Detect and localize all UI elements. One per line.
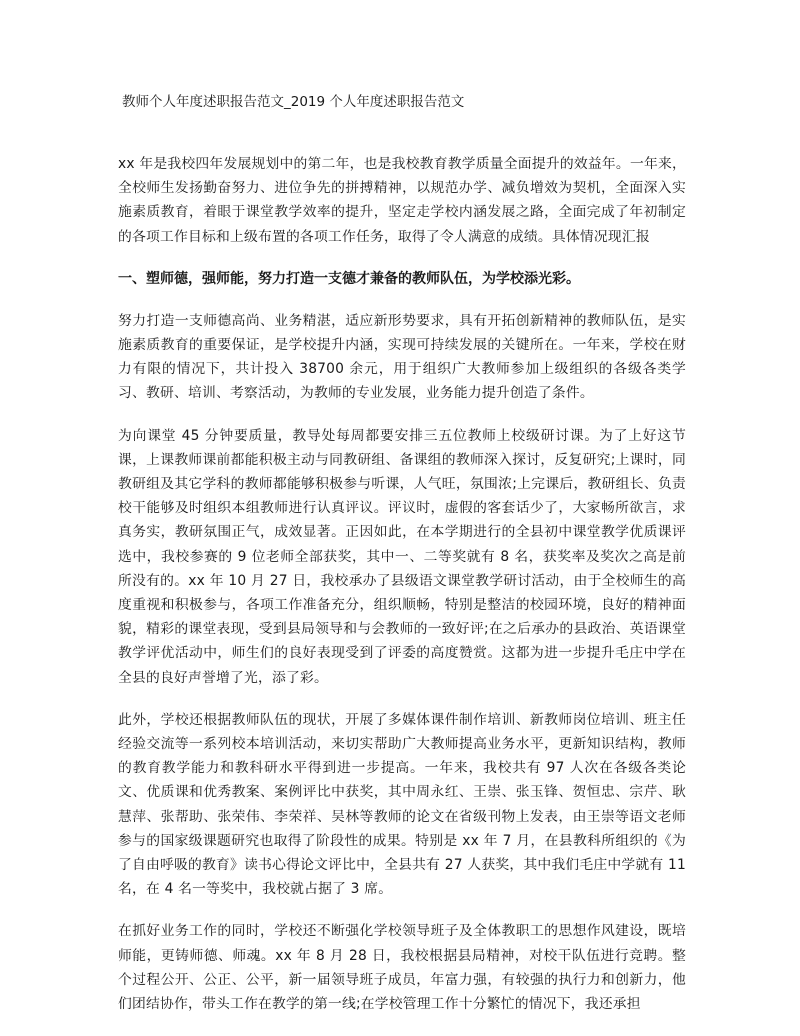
paragraph-school-training: 此外，学校还根据教师队伍的现状，开展了多媒体课件制作培训、新教师岗位培训、班主任经验交流等一系列校本培训活动，来切实帮助广大教师提高业务水平，更新知识结构，教师的教育教学能力和教科研水平得到进一步提高。一年来，我校共有 97 人次在各级各类论文、优质课和优秀教案、案例评比中获奖，其中周永红、王崇、张玉锋、贺恒忠、宗芹、耿慧萍、张帮助、张荣伟、李荣祥、吴林等教师的论文在省级刊物上发表，由王崇等语文老师参与的国家级课题研究也取得了阶段性的成果。特别是 xx 年 7 月，在县教科所组织的《为了自由呼吸的教育》读书心得论文评比中，全县共有 27 人获奖，其中我们毛庄中学就有 11 名，在 4 名一等奖中，我校就占据了 3 席。 bbox=[118, 711, 686, 898]
document-body bbox=[118, 152, 686, 1034]
document-title: 教师个人年度述职报告范文_2019 个人年度述职报告范文 bbox=[122, 94, 465, 110]
paragraph-intro: xx 年是我校四年发展规划中的第二年，也是我校教育教学质量全面提升的效益年。一年来，全校师生发扬勤奋努力、进位争先的拼搏精神，以规范办学、减负增效为契机，全面深入实施素质教育，着眼于课堂教学效率的提升，坚定走学校内涵发展之路，全面完成了年初制定的各项工作目标和上级布置的各项工作任务，取得了令人满意的成绩。具体情况现汇报 bbox=[118, 156, 686, 245]
section-heading-1: 一、塑师德，强师能，努力打造一支德才兼备的教师队伍，为学校添光彩。 bbox=[118, 270, 580, 287]
paragraph-leadership: 在抓好业务工作的同时，学校还不断强化学校领导班子及全体教职工的思想作风建设，既培师能，更铸师德、师魂。xx 年 8 月 28 日，我校根据县局精神，对校干队伍进行竞聘。整个过程公开、公正、公平，新一届领导班子成员，年富力强，有较强的执行力和创新力，他们团结协作，带头工作在教学的第一线;在学校管理工作十分繁忙的情况下，我还承担 bbox=[118, 923, 686, 1013]
paragraph-classroom-quality: 为向课堂 45 分钟要质量，教导处每周都要安排三五位教师上校级研讨课。为了上好这节课，上课教师课前都能积极主动与同教研组、备课组的教师深入探讨，反复研究;上课时，同教研组及其它学科的教师都能够积极参与听课，人气旺，氛围浓;上完课后，教研组长、负责校干能够及时组织本组教师进行认真评议。评议时，虚假的客套话少了，大家畅所欲言，求真务实，教研氛围正气，成效显著。正因如此，在本学期进行的全县初中课堂教学优质课评选中，我校参赛的 9 位老师全部获奖，其中一、二等奖就有 8 名，获奖率及奖次之高是前所没有的。xx 年 10 月 27 日，我校承办了县级语文课堂教学研讨活动，由于全校师生的高度重视和积极参与，各项工作准备充分，组织顺畅，特别是整洁的校园环境，良好的精神面貌，精彩的课堂表现，受到县局领导和与会教师的一致好评;在之后承办的县政治、英语课堂教学评优活动中，师生们的良好表现受到了评委的高度赞赏。这都为进一步提升毛庄中学在全县的良好声誉增了光，添了彩。 bbox=[118, 427, 686, 686]
paragraph-teacher-team: 努力打造一支师德高尚、业务精湛，适应新形势要求，具有开拓创新精神的教师队伍，是实施素质教育的重要保证，是学校提升内涵，实现可持续发展的关键所在。一年来，学校在财力有限的情况下，共计投入 38700 余元，用于组织广大教师参加上级组织的各级各类学习、教研、培训、考察活动，为教师的专业发展，业务能力提升创造了条件。 bbox=[118, 312, 686, 402]
